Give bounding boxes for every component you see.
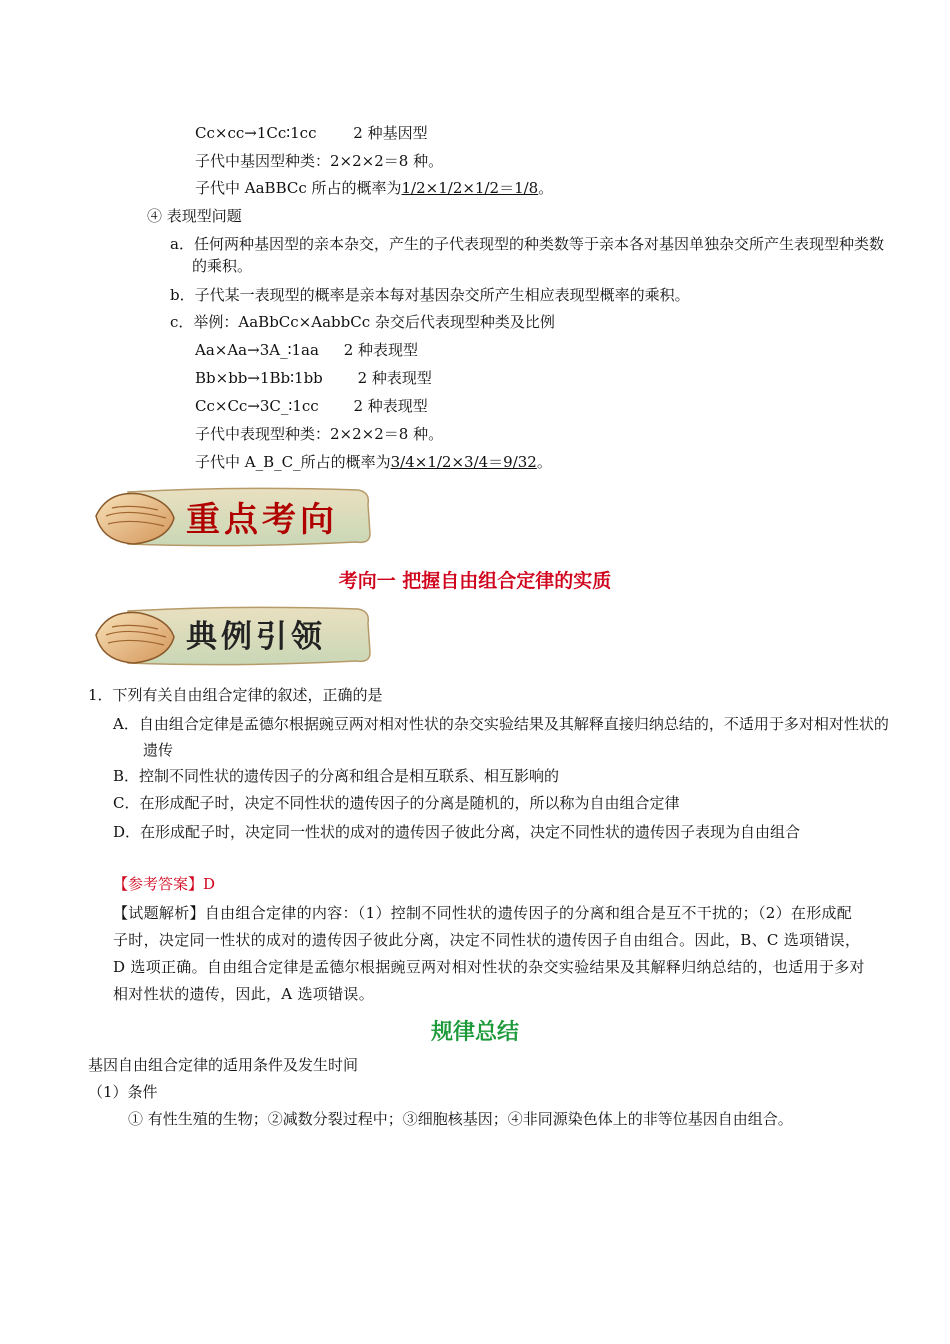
prob-prefix: 子代中 AaBBCc 所占的概率为 [195, 179, 402, 197]
cc-cross-kinds: 2 种基因型 [353, 124, 428, 142]
answer-label: 【参考答案】D [113, 875, 216, 893]
prob-value: 1/2×1/2×1/2＝1/8 [401, 179, 539, 197]
row-1-kinds: 2 种表现型 [343, 341, 418, 359]
condition-text: ① 有性生殖的生物；②减数分裂过程中；③细胞核基因；④非同源染色体上的非等位基因自由组合。 [128, 1110, 793, 1128]
option-c: C．在形成配子时，决定不同性状的遗传因子的分离是随机的，所以称为自由组合定律 [113, 794, 680, 812]
option-a: A．自由组合定律是孟德尔根据豌豆两对相对性状的杂交实验结果及其解释直接归纳总结的，不适用于多对相对性状的遗传 [113, 715, 889, 759]
option-d: D．在形成配子时，决定同一性状的成对的遗传因子彼此分离，决定不同性状的遗传因子表现为自由组合 [113, 823, 801, 841]
prob-suffix: 。 [536, 453, 552, 471]
row-3-formula: Cc×Cc→3C_∶1cc [195, 397, 319, 415]
phenotype-point-c: c．举例：AaBbCc×AabbCc 杂交后代表现型种类及比例 [170, 313, 555, 331]
banner-typical-examples-title: 典例引领 [186, 619, 326, 655]
banner-key-directions [88, 484, 378, 548]
phenotype-point-b: b．子代某一表现型的概率是亲本每对基因杂交所产生相应表现型概率的乘积。 [170, 286, 690, 304]
row-3-kinds: 2 种表现型 [353, 397, 428, 415]
prob-prefix: 子代中 A_B_C_所占的概率为 [195, 453, 391, 471]
banner-key-directions-title: 重点考向 [186, 500, 338, 540]
genotype-probability [195, 177, 553, 199]
question-stem: 1．下列有关自由组合定律的叙述，正确的是 [88, 686, 383, 704]
genotype-kinds: 子代中基因型种类：2×2×2＝8 种。 [195, 152, 444, 170]
phenotype-row-3 [195, 395, 428, 417]
banner-typical-examples [88, 603, 378, 667]
phenotype-probability [195, 451, 552, 473]
phenotype-point-a: a．任何两种基因型的亲本杂交，产生的子代表现型的种类数等于亲本各对基因单独杂交所产生表现型种类数的乘积。 [170, 235, 884, 275]
row-2-formula: Bb×bb→1Bb∶1bb [195, 369, 323, 387]
section-title: 考向一 把握自由组合定律的实质 [338, 570, 612, 592]
option-b: B．控制不同性状的遗传因子的分离和组合是相互联系、相互影响的 [113, 767, 560, 785]
row-1-formula: Aa×Aa→3A_∶1aa [195, 341, 319, 359]
condition-heading: （1）条件 [88, 1083, 158, 1101]
summary-title: 规律总结 [430, 1019, 519, 1045]
row-2-kinds: 2 种表现型 [357, 369, 432, 387]
phenotype-kinds: 子代中表现型种类：2×2×2＝8 种。 [195, 425, 444, 443]
prob-suffix: 。 [538, 179, 554, 197]
phenotype-heading: ④ 表现型问题 [147, 207, 242, 225]
cc-cross [195, 122, 428, 144]
summary-intro: 基因自由组合定律的适用条件及发生时间 [88, 1056, 359, 1074]
answer-analysis: 【试题解析】自由组合定律的内容：（1）控制不同性状的遗传因子的分离和组合是互不干扰的；（2）在形成配子时，决定同一性状的成对的遗传因子彼此分离，决定不同性状的遗传因子自由组合。因此，B、C 选项错误，D 选项正确。自由组合定律是孟德尔根据豌豆两对相对性状的杂交实验结果及其解释归纳总结的，也适用于多对相对性状的遗传，因此，A 选项错误。 [113, 904, 865, 1003]
phenotype-row-1 [195, 339, 418, 361]
phenotype-row-2 [195, 367, 432, 389]
cc-cross-formula: Cc×cc→1Cc∶1cc [195, 124, 317, 142]
prob-value: 3/4×1/2×3/4＝9/32 [390, 453, 537, 471]
